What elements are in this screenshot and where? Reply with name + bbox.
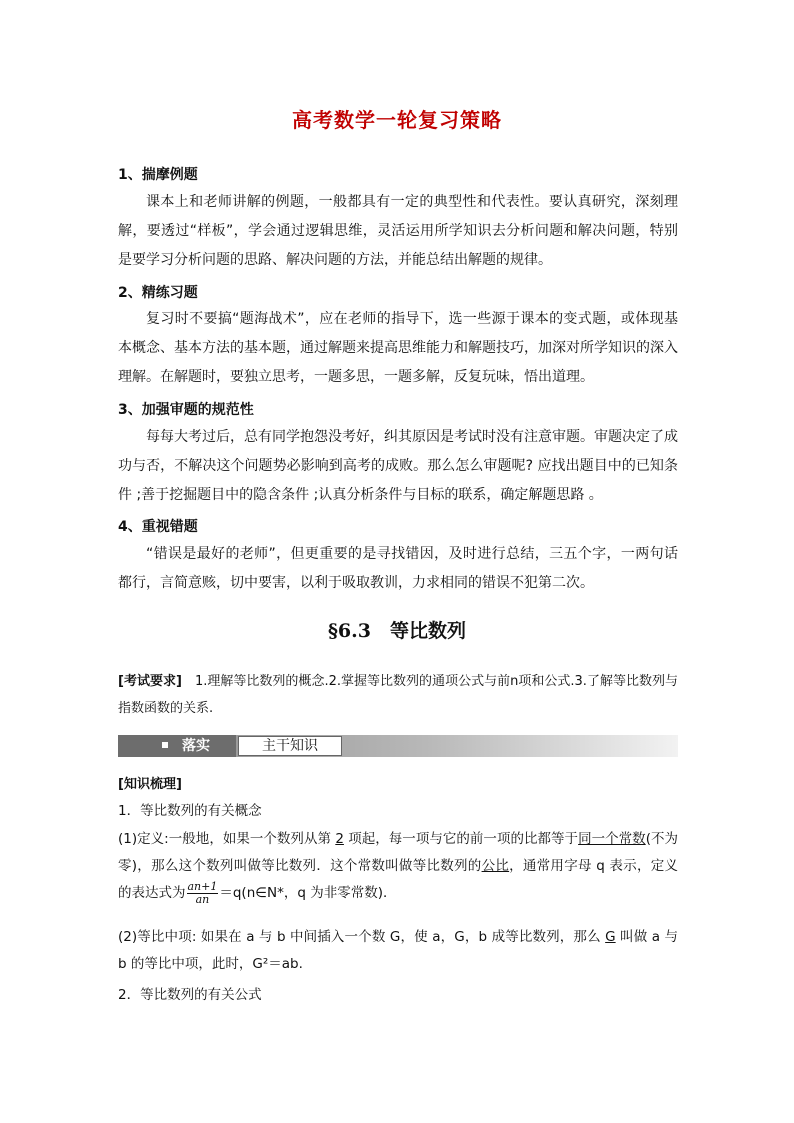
definition-text-e: ＝q(n∈N*，q 为非零常数)．: [219, 885, 397, 901]
geometric-mean-underline-g: G: [605, 929, 616, 945]
section-heading-4: 4、重视错题: [118, 519, 198, 535]
section-heading-3: 3、加强审题的规范性: [118, 402, 254, 418]
definition-text-c: (不为零)，那么这个数列叫做等比数列．这个常数叫做等比数列的: [118, 831, 678, 874]
exam-requirement-label: [考试要求]: [118, 674, 182, 689]
geometric-mean-text-b: 叫做 a 与 b 的等比中项，此时，G²＝ab.: [118, 929, 678, 972]
ratio-fraction: [187, 881, 219, 906]
definition-text-a: (1)定义:一般地，如果一个数列从第: [118, 831, 336, 847]
geometric-mean-paragraph: [118, 924, 678, 978]
banner-right-label: 主干知识: [238, 736, 342, 756]
knowledge-item-2-title: 2．等比数列的有关公式: [118, 987, 262, 1003]
knowledge-label: [知识梳理]: [118, 777, 182, 792]
section-body-4: “错误是最好的老师”，但更重要的是寻找错因，及时进行总结，三五个字，一两句话都行，言简意赅，切中要害，以利于吸取教训，力求相同的错误不犯第二次。: [118, 546, 678, 591]
knowledge-item-1-title: 1．等比数列的有关概念: [118, 803, 262, 819]
square-bullet-icon: [162, 742, 168, 748]
section-banner: [118, 735, 678, 757]
fraction-numerator: an+1: [187, 879, 218, 893]
section-body-3: 每每大考过后，总有同学抱怨没考好，纠其原因是考试时没有注意审题。审题决定了成功与否，不解决这个问题势必影响到高考的成败。那么怎么审题呢? 应找出题目中的已知条件 ;善于挖掘题目中的隐含条件 ;认真分析条件与目标的联系，确定解题思路 。: [118, 429, 678, 503]
page-title: 高考数学一轮复习策略: [292, 108, 502, 132]
definition-text-d: ，通常用字母 q 表示，定义的表达式为: [118, 858, 678, 901]
definition-underline-2: 2: [335, 831, 344, 847]
exam-requirement: [118, 668, 678, 722]
section-heading-2: 2、精练习题: [118, 285, 198, 301]
fraction-denominator: an: [195, 892, 210, 906]
section-body-1: 课本上和老师讲解的例题，一般都具有一定的典型性和代表性。要认真研究，深刻理解，要透过“样板”，学会通过逻辑思维，灵活运用所学知识去分析问题和解决问题，特别是要学习分析问题的思路、解决问题的方法，并能总结出解题的规律。: [118, 194, 678, 268]
definition-underline-constant: 同一个常数: [578, 831, 646, 847]
banner-left: [118, 735, 236, 757]
section-title: §6.3 等比数列: [328, 620, 466, 642]
definition-text-b: 项起，每一项与它的前一项的比都等于: [343, 831, 579, 847]
section-heading-1: 1、揣摩例题: [118, 167, 198, 183]
definition-underline-ratio: 公比: [481, 858, 510, 874]
geometric-mean-text-a: (2)等比中项: 如果在 a 与 b 中间插入一个数 G，使 a，G，b 成等比数列，那么: [118, 929, 606, 945]
exam-requirement-text: 1.理解等比数列的概念.2.掌握等比数列的通项公式与前n项和公式.3.了解等比数列与指数函数的关系.: [118, 674, 678, 716]
banner-left-label: 落实: [182, 738, 210, 754]
section-body-2: 复习时不要搞“题海战术”，应在老师的指导下，选一些源于课本的变式题，或体现基本概念、基本方法的基本题，通过解题来提高思维能力和解题技巧，加深对所学知识的深入理解。在解题时，要独立思考，一题多思，一题多解，反复玩味，悟出道理。: [118, 311, 678, 385]
definition-paragraph: [118, 826, 678, 907]
